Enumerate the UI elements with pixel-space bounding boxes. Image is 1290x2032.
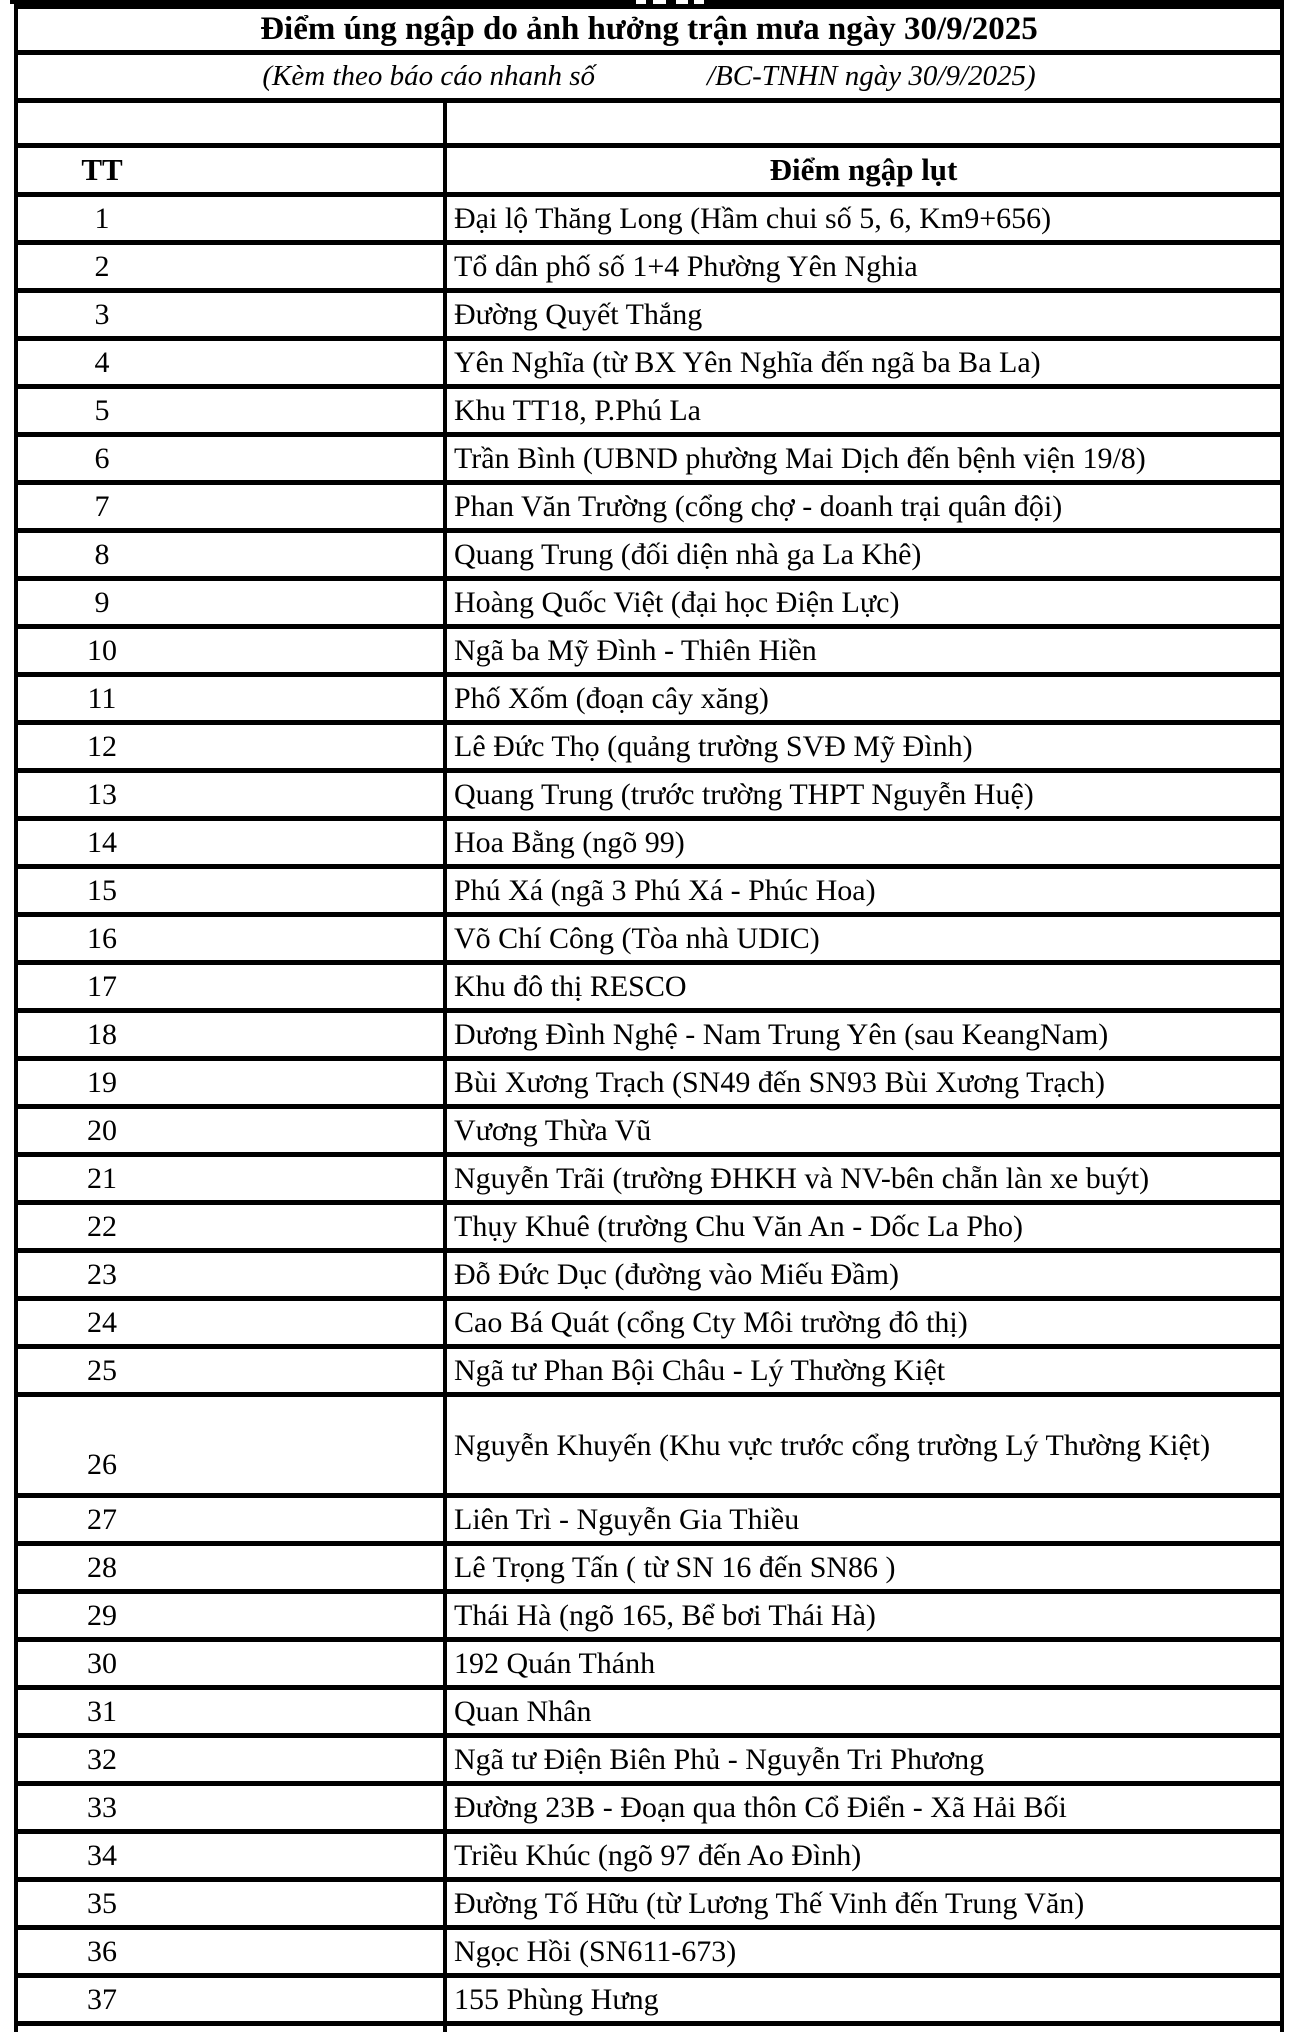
flood-point-cell [447, 485, 1280, 528]
table-row [14, 1786, 1284, 1834]
table-row [14, 1498, 1284, 1546]
table-row [14, 1690, 1284, 1738]
row-index-cell [18, 1157, 447, 1200]
flood-point-name: Trần Bình (UBND phường Mai Dịch đến bệnh viện 19/8) [454, 441, 1146, 475]
table-row [14, 389, 1284, 437]
table-row [14, 581, 1284, 629]
row-index: 6 [94, 441, 110, 475]
row-index: 24 [87, 1305, 117, 1339]
row-index-cell [18, 1397, 447, 1493]
flood-point-name: Ngã tư Điện Biên Phủ - Nguyễn Tri Phương [454, 1742, 985, 1776]
row-index: 11 [87, 681, 117, 715]
row-index-cell [18, 389, 447, 432]
empty-point-cell [447, 103, 1280, 143]
row-index: 1 [94, 201, 110, 235]
flood-point-cell [447, 197, 1280, 240]
row-index: 20 [87, 1113, 117, 1147]
table-row [14, 245, 1284, 293]
flood-point-name: Lê Đức Thọ (quảng trường SVĐ Mỹ Đình) [454, 729, 973, 763]
column-header-point-label: Điểm ngập lụt [769, 152, 958, 187]
flood-point-cell [447, 821, 1280, 864]
flood-point-name: Phan Văn Trường (cổng chợ - doanh trại quân đội) [454, 489, 1063, 523]
table-row [14, 725, 1284, 773]
row-index: 4 [94, 345, 110, 379]
table-row [14, 1157, 1284, 1205]
row-index-cell [18, 869, 447, 912]
flood-point-cell [447, 1594, 1280, 1637]
table-row [14, 773, 1284, 821]
flood-point-cell [447, 1061, 1280, 1104]
flood-point-cell [447, 629, 1280, 672]
flood-point-name: Yên Nghĩa (từ BX Yên Nghĩa đến ngã ba Ba La) [454, 345, 1041, 379]
flood-point-name: Liên Trì - Nguyễn Gia Thiều [454, 1502, 800, 1536]
flood-point-cell [447, 1109, 1280, 1152]
flood-point-name: Hoàng Quốc Việt (đại học Điện Lực) [454, 585, 900, 619]
row-index-cell [18, 1546, 447, 1589]
flood-point-cell [447, 533, 1280, 576]
flood-point-name: Quan Nhân [454, 1694, 592, 1728]
flood-point-name: Ngã ba Mỹ Đình - Thiên Hiền [454, 633, 817, 667]
flood-point-cell [447, 245, 1280, 288]
table-row [14, 1738, 1284, 1786]
table-row [14, 533, 1284, 581]
flood-point-cell [447, 1157, 1280, 1200]
row-index-cell [18, 245, 447, 288]
row-index: 13 [87, 777, 117, 811]
row-index: 18 [87, 1017, 117, 1051]
row-index-cell [18, 197, 447, 240]
flood-point-name: Ngã tư Phan Bội Châu - Lý Thường Kiệt [454, 1353, 946, 1387]
flood-point-cell [447, 1546, 1280, 1589]
flood-point-name: Quang Trung (trước trường THPT Nguyễn Huệ) [454, 777, 1034, 811]
empty-tt-cell [18, 103, 447, 143]
flood-point-name: Phố Xốm (đoạn cây xăng) [454, 681, 769, 715]
row-index-cell [18, 1738, 447, 1781]
row-index-cell [18, 341, 447, 384]
column-header-tt-label: TT [81, 152, 123, 187]
flood-point-cell [447, 1498, 1280, 1541]
flood-point-name: Phú Xá (ngã 3 Phú Xá - Phúc Hoa) [454, 873, 876, 907]
flood-point-name: Lê Trọng Tấn ( từ SN 16 đến SN86 ) [454, 1550, 896, 1584]
table-row [14, 197, 1284, 245]
table-subtitle-row [14, 55, 1284, 103]
row-index: 28 [87, 1550, 117, 1584]
flood-point-name: Dương Đình Nghệ - Nam Trung Yên (sau KeangNam) [454, 1017, 1109, 1051]
table-row [14, 1978, 1284, 2026]
flood-point-name: Bùi Xương Trạch (SN49 đến SN93 Bùi Xương Trạch) [454, 1065, 1105, 1099]
flood-point-cell [447, 773, 1280, 816]
row-index: 16 [87, 921, 117, 955]
flood-point-cell [447, 1834, 1280, 1877]
row-index: 23 [87, 1257, 117, 1291]
flood-point-name: Võ Chí Công (Tòa nhà UDIC) [454, 921, 820, 955]
flood-point-name: Đường Tố Hữu (từ Lương Thế Vinh đến Trung Văn) [454, 1886, 1085, 1920]
flood-point-name: Quang Trung (đối diện nhà ga La Khê) [454, 537, 922, 571]
row-index: 36 [87, 1934, 117, 1968]
flood-point-cell [447, 725, 1280, 768]
row-index-cell [18, 1498, 447, 1541]
flood-points-table [14, 4, 1284, 2032]
table-row [14, 965, 1284, 1013]
flood-point-name: Nguyễn Trãi (trường ĐHKH và NV-bên chẵn làn xe buýt) [454, 1161, 1150, 1195]
empty-row [14, 103, 1284, 148]
row-index-cell [18, 1594, 447, 1637]
table-row [14, 1205, 1284, 1253]
flood-point-name: 192 Quán Thánh [454, 1646, 656, 1680]
flood-point-name: Tổ dân phố số 1+4 Phường Yên Nghia [454, 249, 918, 283]
row-index: 9 [94, 585, 110, 619]
flood-point-cell [447, 1690, 1280, 1733]
flood-point-cell [447, 1013, 1280, 1056]
table-row [14, 869, 1284, 917]
row-index: 27 [87, 1502, 117, 1536]
clipped-next-row [14, 2026, 1284, 2032]
row-index-cell [18, 1253, 447, 1296]
row-index-cell [18, 533, 447, 576]
row-index-cell [18, 1109, 447, 1152]
flood-point-name: Đại lộ Thăng Long (Hầm chui số 5, 6, Km9+656) [454, 201, 1052, 235]
flood-point-name: Thụy Khuê (trường Chu Văn An - Dốc La Pho) [454, 1209, 1023, 1243]
table-row [14, 1546, 1284, 1594]
flood-point-name: Đường 23B - Đoạn qua thôn Cổ Điển - Xã Hải Bối [454, 1790, 1067, 1824]
table-row [14, 917, 1284, 965]
flood-point-cell [447, 293, 1280, 336]
flood-point-cell [447, 1642, 1280, 1685]
row-index-cell [18, 581, 447, 624]
column-header-point [447, 148, 1280, 192]
row-index: 7 [94, 489, 110, 523]
row-index-cell [18, 1301, 447, 1344]
row-index: 21 [87, 1161, 117, 1195]
row-index: 14 [87, 825, 117, 859]
row-index-cell [18, 1978, 447, 2021]
row-index-cell [18, 293, 447, 336]
row-index-cell [18, 965, 447, 1008]
flood-point-name: Vương Thừa Vũ [454, 1113, 652, 1147]
flood-point-name: Khu đô thị RESCO [454, 969, 687, 1003]
row-index-cell [18, 677, 447, 720]
flood-point-cell [447, 1738, 1280, 1781]
row-index: 31 [87, 1694, 117, 1728]
row-index-cell [18, 629, 447, 672]
row-index: 33 [87, 1790, 117, 1824]
row-index: 25 [87, 1353, 117, 1387]
table-row [14, 1013, 1284, 1061]
table-row [14, 629, 1284, 677]
table-row [14, 1930, 1284, 1978]
flood-point-name: Thái Hà (ngõ 165, Bể bơi Thái Hà) [454, 1598, 876, 1632]
flood-point-name: Ngọc Hồi (SN611-673) [454, 1934, 737, 1968]
row-index: 12 [87, 729, 117, 763]
table-row [14, 1109, 1284, 1157]
subtitle-suffix: /BC-TNHN ngày 30/9/2025) [706, 60, 1036, 92]
flood-point-cell [447, 341, 1280, 384]
table-row [14, 821, 1284, 869]
table-row [14, 1253, 1284, 1301]
flood-point-name: Cao Bá Quát (cổng Cty Môi trường đô thị) [454, 1305, 968, 1339]
table-row [14, 485, 1284, 533]
table-body [14, 197, 1284, 2026]
row-index-cell [18, 1690, 447, 1733]
flood-point-cell [447, 917, 1280, 960]
table-row [14, 677, 1284, 725]
row-index: 8 [94, 537, 110, 571]
row-index-cell [18, 485, 447, 528]
page-title: Điểm úng ngập do ảnh hưởng trận mưa ngày 30/9/2025 [260, 11, 1038, 47]
row-index-cell [18, 1930, 447, 1973]
row-index: 5 [94, 393, 110, 427]
flood-point-name: Đỗ Đức Dục (đường vào Miếu Đầm) [454, 1257, 899, 1291]
table-row [14, 437, 1284, 485]
flood-point-cell [447, 1930, 1280, 1973]
row-index: 29 [87, 1598, 117, 1632]
row-index-cell [18, 1061, 447, 1104]
flood-point-cell [447, 965, 1280, 1008]
row-index: 19 [87, 1065, 117, 1099]
table-row [14, 1882, 1284, 1930]
row-index-cell [18, 1642, 447, 1685]
table-row [14, 1642, 1284, 1690]
row-index: 34 [87, 1838, 117, 1872]
flood-point-name: Triều Khúc (ngõ 97 đến Ao Đình) [454, 1838, 862, 1872]
flood-point-name: 155 Phùng Hưng [454, 1982, 659, 2016]
table-row [14, 1594, 1284, 1642]
row-index-cell [18, 773, 447, 816]
row-index-cell [18, 1882, 447, 1925]
flood-point-cell [447, 869, 1280, 912]
flood-point-name: Khu TT18, P.Phú La [454, 393, 701, 427]
row-index: 35 [87, 1886, 117, 1920]
row-index-cell [18, 917, 447, 960]
row-index: 37 [87, 1982, 117, 2016]
flood-point-name: Hoa Bằng (ngõ 99) [454, 825, 685, 859]
flood-point-name: Đường Quyết Thắng [454, 297, 703, 331]
flood-point-cell [447, 581, 1280, 624]
row-index-cell [18, 437, 447, 480]
flood-point-cell [447, 1253, 1280, 1296]
row-index: 17 [87, 969, 117, 1003]
row-index-cell [18, 821, 447, 864]
row-index: 26 [87, 1448, 117, 1481]
empty-point-cell [447, 2026, 1280, 2032]
subtitle-prefix: (Kèm theo báo cáo nhanh số [262, 60, 595, 92]
row-index: 22 [87, 1209, 117, 1243]
table-row [14, 1349, 1284, 1397]
flood-point-cell [447, 1349, 1280, 1392]
table-header-row [14, 148, 1284, 197]
flood-point-cell [447, 1786, 1280, 1829]
table-row [14, 1061, 1284, 1109]
flood-point-cell [447, 437, 1280, 480]
row-index: 2 [94, 249, 110, 283]
flood-point-cell [447, 389, 1280, 432]
flood-point-cell [447, 1397, 1280, 1493]
row-index-cell [18, 1349, 447, 1392]
table-row [14, 341, 1284, 389]
flood-point-cell [447, 1978, 1280, 2021]
table-title-row [14, 4, 1284, 55]
table-row [14, 1397, 1284, 1498]
table-row [14, 1834, 1284, 1882]
flood-point-name: Nguyễn Khuyến (Khu vực trước cổng trường Lý Thường Kiệt) [454, 1428, 1211, 1462]
row-index: 32 [87, 1742, 117, 1776]
flood-point-cell [447, 1205, 1280, 1248]
row-index-cell [18, 1205, 447, 1248]
row-index: 10 [87, 633, 117, 667]
table-row [14, 293, 1284, 341]
row-index: 3 [94, 297, 110, 331]
flood-point-cell [447, 677, 1280, 720]
row-index: 30 [87, 1646, 117, 1680]
flood-point-cell [447, 1882, 1280, 1925]
row-index-cell [18, 725, 447, 768]
row-index-cell [18, 1786, 447, 1829]
row-index: 15 [87, 873, 117, 907]
flood-point-cell [447, 1301, 1280, 1344]
row-index-cell [18, 1834, 447, 1877]
table-row [14, 1301, 1284, 1349]
empty-tt-cell [18, 2026, 447, 2032]
column-header-tt [18, 148, 447, 192]
row-index-cell [18, 1013, 447, 1056]
